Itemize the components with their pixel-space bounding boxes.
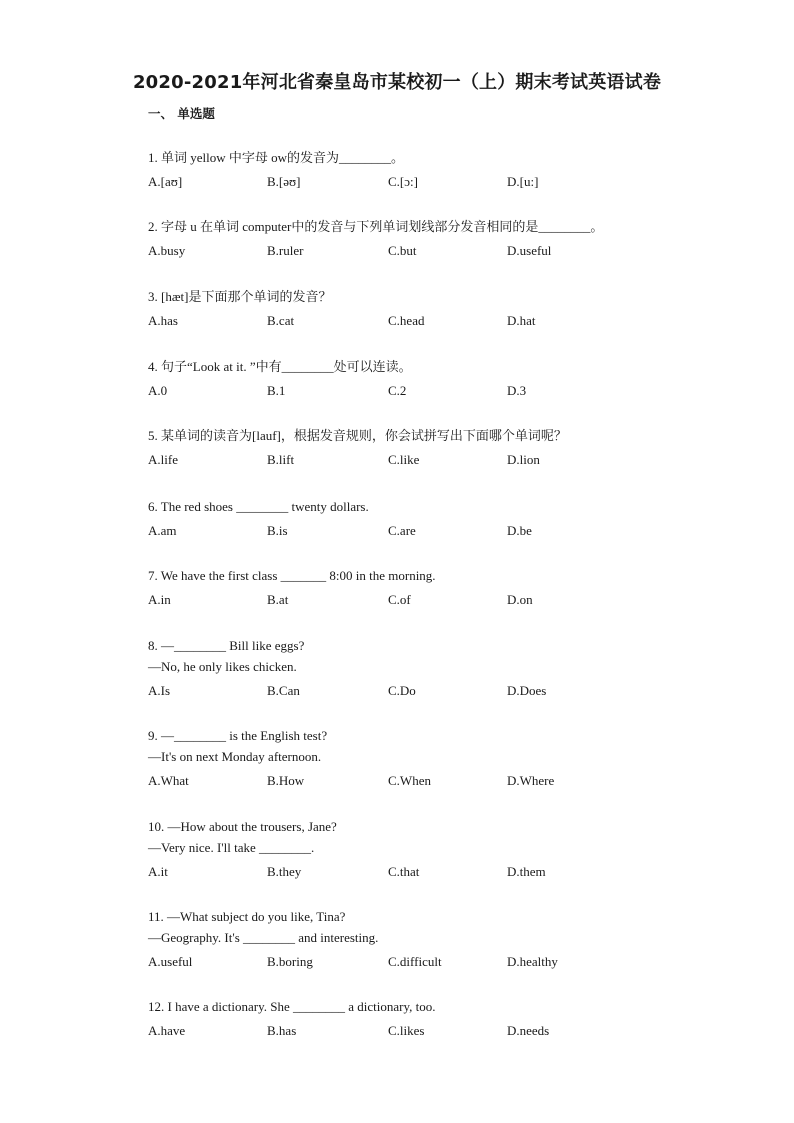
options-row [148, 380, 708, 401]
option-b: B.lift [267, 452, 295, 467]
option-d: D.needs [507, 1023, 550, 1038]
option-b: B.[əʊ] [267, 174, 301, 189]
option-a: A.useful [148, 954, 193, 969]
option-c: C.that [388, 864, 420, 879]
option-c: C.head [388, 313, 425, 328]
option-d: D.useful [507, 243, 552, 258]
question-6 [148, 496, 708, 541]
option-c: C.like [388, 452, 420, 467]
option-a: A.am [148, 523, 177, 538]
options-row [148, 680, 708, 701]
question-stem-line-2: —Geography. It's ________ and interesting. [148, 930, 379, 945]
option-c: C.[ɔ:] [388, 174, 418, 189]
section-heading: 一、 单选题 [148, 106, 215, 121]
question-stem: 12. I have a dictionary. She ________ a dictionary, too. [148, 999, 436, 1014]
option-a: A.0 [148, 383, 168, 398]
options-row [148, 449, 708, 470]
option-c: C.2 [388, 383, 407, 398]
question-11 [148, 906, 708, 972]
option-d: D.lion [507, 452, 540, 467]
option-b: B.at [267, 592, 289, 607]
option-c: C.but [388, 243, 417, 258]
option-b: B.has [267, 1023, 297, 1038]
question-stem: 8. —________ Bill like eggs? [148, 638, 305, 653]
option-d: D.[u:] [507, 174, 539, 189]
question-stem: 5. 某单词的读音为[lauf]，根据发音规则，你会试拼写出下面哪个单词呢？ [148, 428, 567, 443]
option-a: A.have [148, 1023, 186, 1038]
option-a: A.has [148, 313, 178, 328]
question-1 [148, 147, 708, 192]
options-row [148, 770, 708, 791]
options-row [148, 589, 708, 610]
exam-title: 2020-2021年河北省秦皇岛市某校初一（上）期末考试英语试卷 [132, 72, 662, 93]
option-d: D.them [507, 864, 546, 879]
question-stem: 11. —What subject do you like, Tina? [148, 909, 346, 924]
option-a: A.in [148, 592, 171, 607]
option-d: D.healthy [507, 954, 558, 969]
option-c: C.of [388, 592, 411, 607]
options-row [148, 861, 708, 882]
options-row [148, 1020, 708, 1041]
question-stem: 9. —________ is the English test? [148, 728, 328, 743]
question-12 [148, 996, 708, 1041]
option-b: B.is [267, 523, 288, 538]
question-stem: 6. The red shoes ________ twenty dollars. [148, 499, 369, 514]
option-b: B.ruler [267, 243, 304, 258]
question-stem-line-2: —Very nice. I'll take ________. [148, 840, 315, 855]
option-c: C.Do [388, 683, 416, 698]
option-a: A.it [148, 864, 168, 879]
option-c: C.When [388, 773, 431, 788]
question-7 [148, 565, 708, 610]
question-stem: 7. We have the first class _______ 8:00 in the morning. [148, 568, 436, 583]
question-stem: 10. —How about the trousers, Jane? [148, 819, 337, 834]
options-row [148, 520, 708, 541]
options-row [148, 240, 708, 261]
option-b: B.Can [267, 683, 300, 698]
question-stem-line-2: —It's on next Monday afternoon. [148, 749, 322, 764]
option-a: A.What [148, 773, 189, 788]
options-row [148, 171, 708, 192]
option-d: D.hat [507, 313, 536, 328]
question-stem: 2. 字母 u 在单词 computer中的发音与下列单词划线部分发音相同的是________。 [148, 219, 604, 234]
option-d: D.be [507, 523, 532, 538]
option-a: A.Is [148, 683, 171, 698]
question-stem-line-2: —No, he only likes chicken. [148, 659, 297, 674]
options-row [148, 951, 708, 972]
option-d: D.on [507, 592, 533, 607]
option-b: B.boring [267, 954, 313, 969]
option-b: B.cat [267, 313, 295, 328]
option-a: A.life [148, 452, 178, 467]
question-3 [148, 286, 708, 331]
option-d: D.Where [507, 773, 555, 788]
option-b: B.How [267, 773, 305, 788]
option-b: B.they [267, 864, 302, 879]
option-b: B.1 [267, 383, 286, 398]
question-stem: 4. 句子“Look at it. ”中有________处可以连读。 [148, 359, 412, 374]
question-2 [148, 216, 708, 261]
option-d: D.Does [507, 683, 547, 698]
question-stem: 3. [hæt]是下面那个单词的发音？ [148, 289, 332, 304]
option-c: C.difficult [388, 954, 442, 969]
option-a: A.busy [148, 243, 186, 258]
question-10 [148, 816, 708, 882]
question-4 [148, 356, 708, 401]
option-c: C.are [388, 523, 416, 538]
option-a: A.[aʊ] [148, 174, 183, 189]
option-c: C.likes [388, 1023, 425, 1038]
question-5 [148, 425, 708, 470]
option-d: D.3 [507, 383, 527, 398]
question-stem: 1. 单词 yellow 中字母 ow的发音为________。 [148, 150, 405, 165]
options-row [148, 310, 708, 331]
question-9 [148, 725, 708, 791]
question-8 [148, 635, 708, 701]
